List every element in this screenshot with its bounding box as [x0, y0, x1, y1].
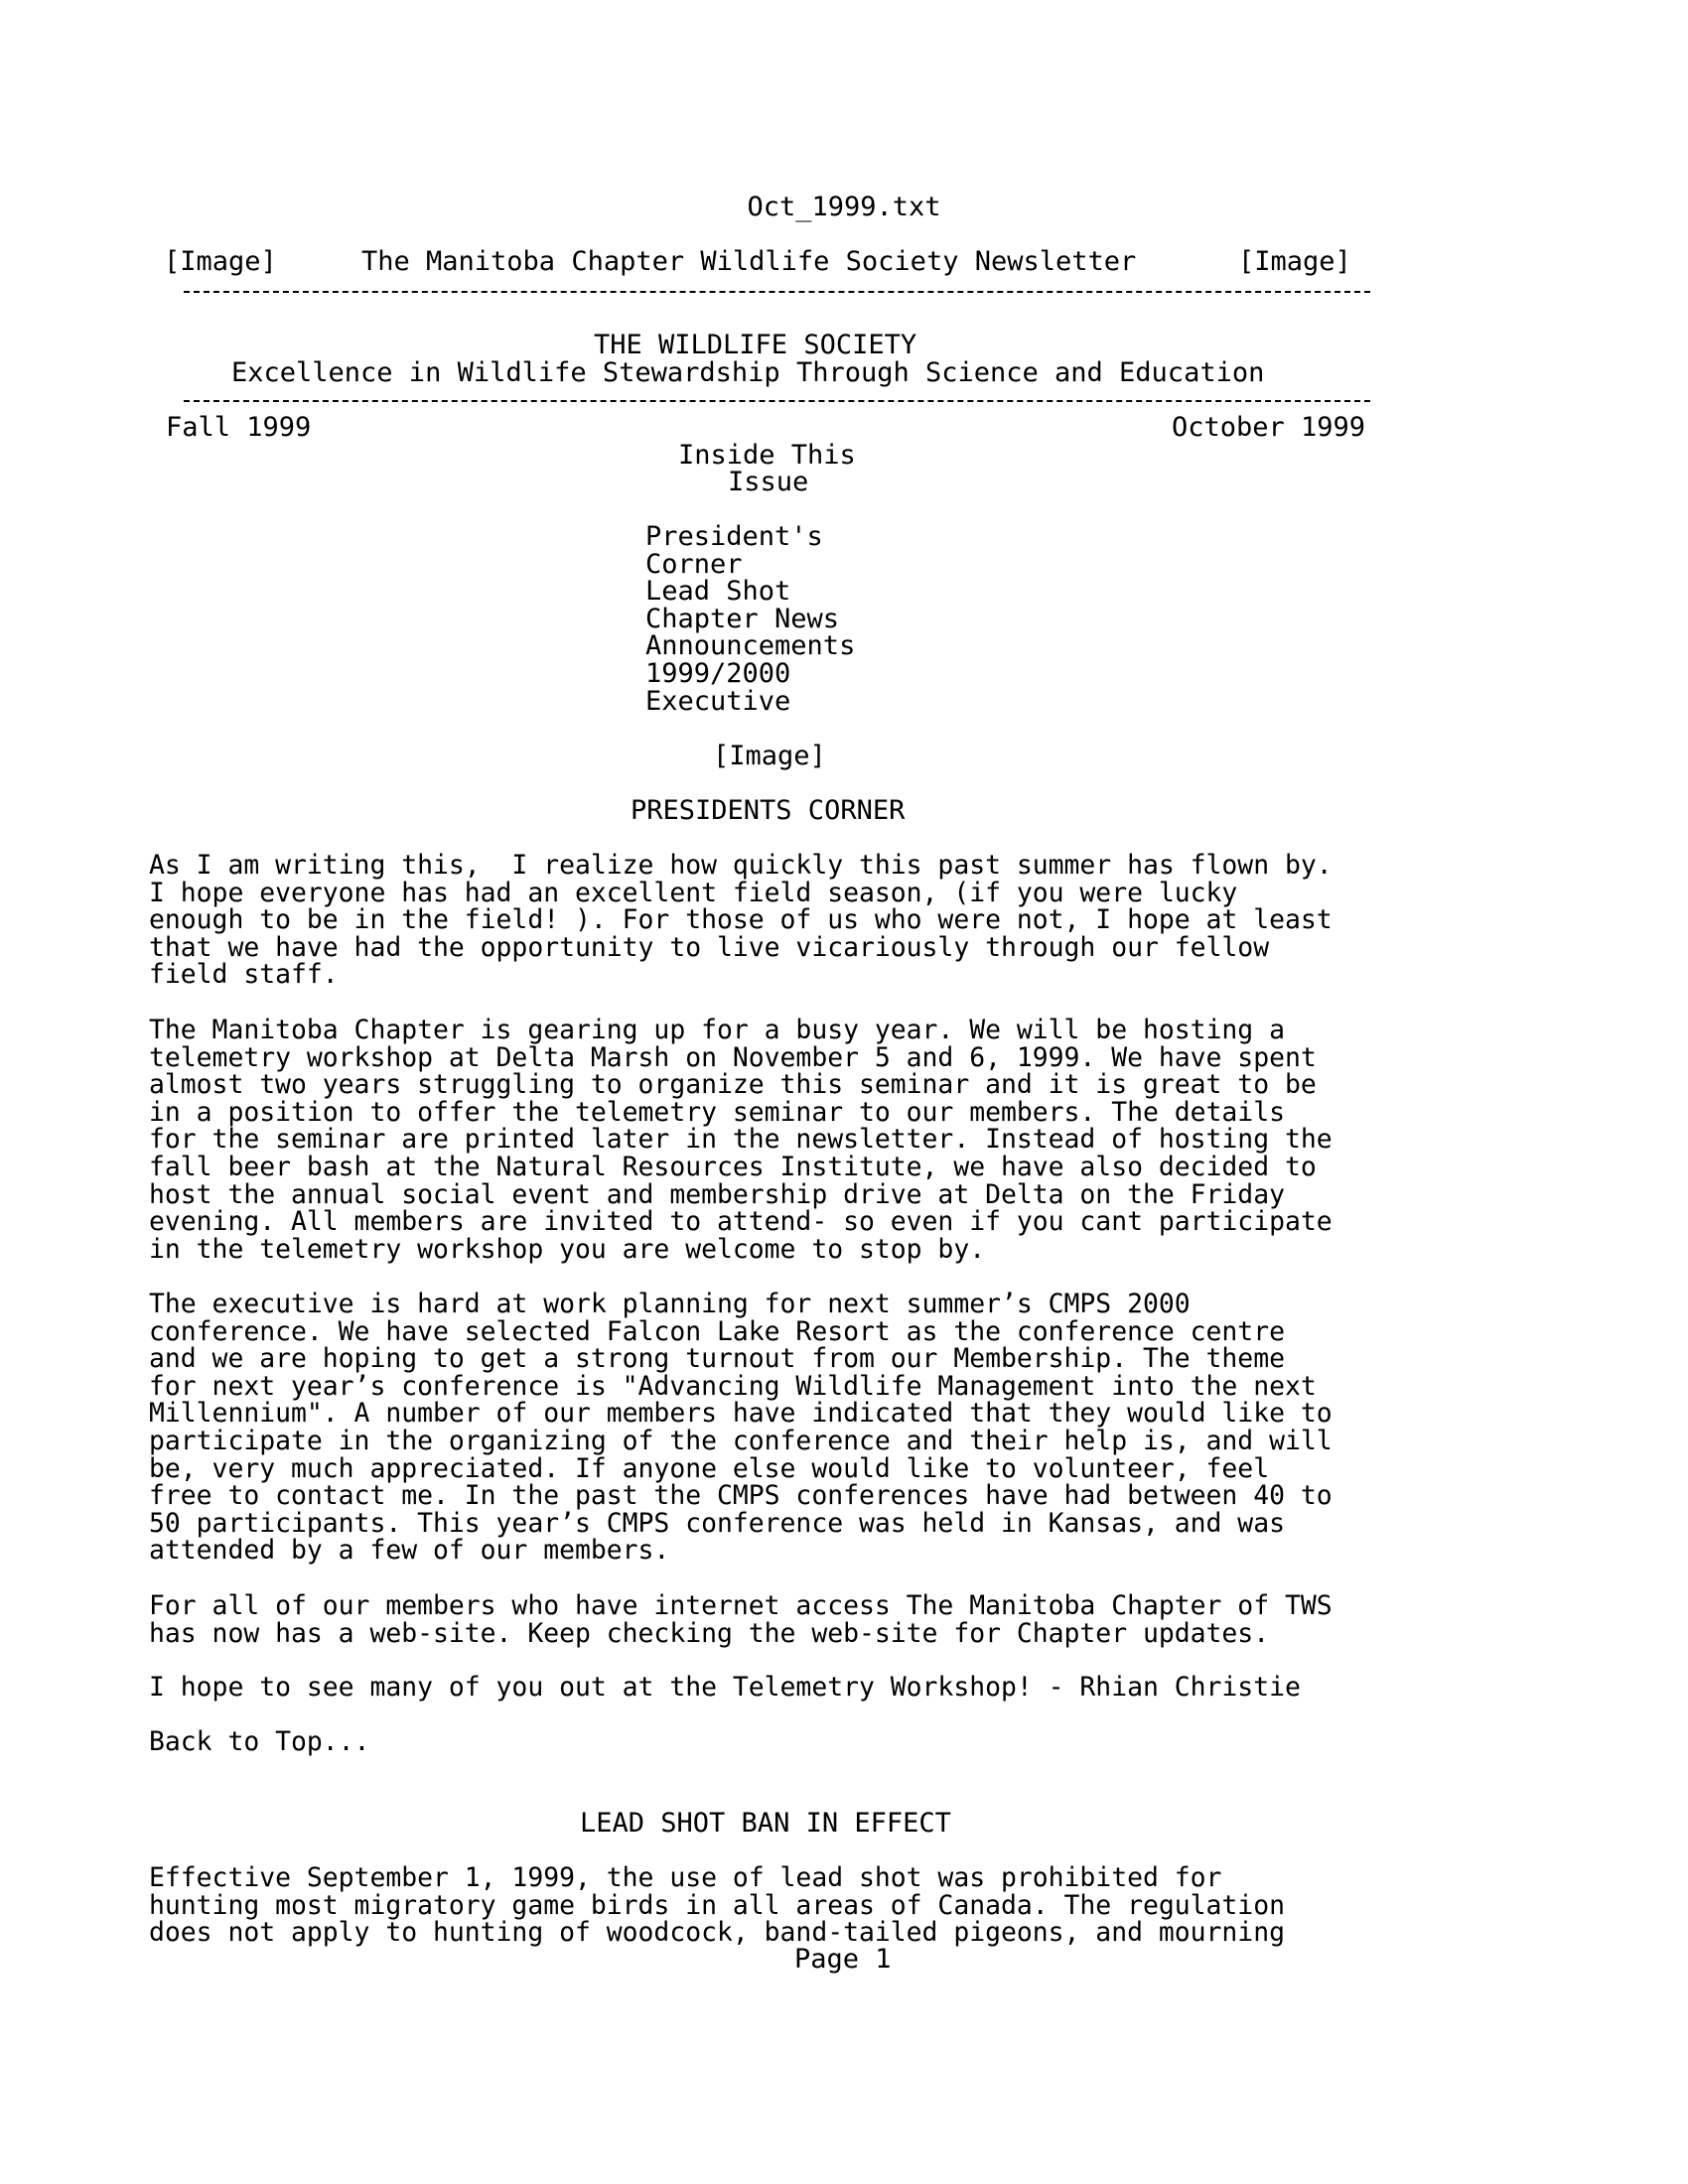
text-line: evening. All members are invited to attend- so even if you cant participate: [149, 1206, 1333, 1238]
toc-item-executive[interactable]: Executive: [645, 686, 791, 717]
toc-item-announcements[interactable]: Announcements: [645, 630, 856, 661]
lead-shot-heading: LEAD SHOT BAN IN EFFECT: [580, 1808, 951, 1839]
toc-heading: Inside This: [678, 440, 856, 471]
text-line: I hope to see many of you out at the Telemetry Workshop! - Rhian Christie: [149, 1672, 1301, 1703]
toc-item-corner[interactable]: Corner: [645, 549, 743, 580]
text-line: participate in the organizing of the conference and their help is, and will: [149, 1425, 1333, 1456]
text-line: telemetry workshop at Delta Marsh on November 5 and 6, 1999. We have spent: [149, 1041, 1317, 1073]
society-divider: [184, 400, 1370, 402]
society-name: THE WILDLIFE SOCIETY: [594, 330, 917, 360]
text-line: conference. We have selected Falcon Lake Resort as the conference centre: [149, 1315, 1285, 1347]
text-line: does not apply to hunting of woodcock, band-tailed pigeons, and mourning: [149, 1917, 1285, 1949]
text-line: Effective September 1, 1999, the use of lead shot was prohibited for: [149, 1862, 1222, 1893]
file-title: Oct_1999.txt: [747, 192, 941, 222]
text-line: field staff.: [149, 959, 339, 991]
text-line: I hope everyone has had an excellent field season, (if you were lucky: [149, 877, 1238, 908]
lead-shot-paragraph-1: [149, 1864, 1440, 1947]
text-line: attended by a few of our members.: [149, 1535, 670, 1567]
presidents-corner-paragraph-4: [149, 1592, 1440, 1647]
presidents-corner-paragraph-3: [149, 1291, 1440, 1565]
toc-heading-2: Issue: [728, 467, 809, 497]
text-line: Millennium". A number of our members have indicated that they would like to: [149, 1398, 1333, 1430]
presidents-corner-paragraph-1: [149, 852, 1440, 989]
presidents-corner-heading: PRESIDENTS CORNER: [631, 795, 906, 826]
toc-item-presidents[interactable]: President's: [645, 521, 823, 552]
back-to-top-link[interactable]: [149, 1728, 1440, 1756]
presidents-corner-paragraph-2: [149, 1017, 1440, 1263]
text-line: in a position to offer the telemetry seminar to our members. The details: [149, 1096, 1285, 1128]
header-image-right: [Image]: [1238, 246, 1351, 277]
text-line: As I am writing this, I realize how quickly this past summer has flown by.: [149, 850, 1333, 881]
text-line: enough to be in the field! ). For those of us who were not, I hope at least: [149, 904, 1333, 936]
header-image-left: [Image]: [164, 246, 277, 277]
text-line: For all of our members who have internet access The Manitoba Chapter of TWS: [149, 1590, 1333, 1621]
toc-item-chapter-news[interactable]: Chapter News: [645, 604, 840, 634]
text-line: for next year’s conference is "Advancing Wildlife Management into the next: [149, 1370, 1317, 1402]
toc-item-1999-2000[interactable]: 1999/2000: [645, 658, 791, 689]
back-to-top-label[interactable]: Back to Top...: [149, 1726, 370, 1757]
text-line: almost two years struggling to organize this seminar and it is great to be: [149, 1069, 1317, 1101]
toc-item-lead-shot[interactable]: Lead Shot: [645, 576, 791, 607]
text-line: hunting most migratory game birds in all areas of Canada. The regulation: [149, 1889, 1285, 1921]
text-line: for the seminar are printed later in the newsletter. Instead of hosting the: [149, 1124, 1333, 1156]
text-line: The executive is hard at work planning for next summer’s CMPS 2000: [149, 1289, 1191, 1319]
presidents-corner-signoff: [149, 1674, 1440, 1702]
text-line: be, very much appreciated. If anyone else would like to volunteer, feel: [149, 1452, 1270, 1484]
header-divider: [184, 291, 1370, 293]
text-line: fall beer bash at the Natural Resources Institute, we have also decided to: [149, 1151, 1317, 1182]
text-line: and we are hoping to get a strong turnout from our Membership. The theme: [149, 1343, 1285, 1375]
text-line: 50 participants. This year’s CMPS conference was held in Kansas, and was: [149, 1507, 1285, 1539]
text-line: free to contact me. In the past the CMPS conferences have had between 40 to: [149, 1480, 1333, 1512]
text-line: host the annual social event and membership drive at Delta on the Friday: [149, 1178, 1285, 1210]
toc-image: [Image]: [713, 741, 826, 771]
issue-season: Fall 1999: [166, 412, 312, 443]
society-motto: Excellence in Wildlife Stewardship Through Science and Education: [231, 357, 1265, 388]
page-number: Page 1: [794, 1944, 892, 1975]
issue-date: October 1999: [1172, 412, 1366, 443]
text-line: in the telemetry workshop you are welcome to stop by.: [149, 1233, 986, 1265]
newsletter-title: The Manitoba Chapter Wildlife Society Newsletter: [361, 246, 1137, 277]
text-line: The Manitoba Chapter is gearing up for a busy year. We will be hosting a: [149, 1015, 1285, 1045]
text-line: that we have had the opportunity to live vicariously through our fellow: [149, 931, 1270, 963]
text-line: has now has a web-site. Keep checking the web-site for Chapter updates.: [149, 1617, 1270, 1649]
